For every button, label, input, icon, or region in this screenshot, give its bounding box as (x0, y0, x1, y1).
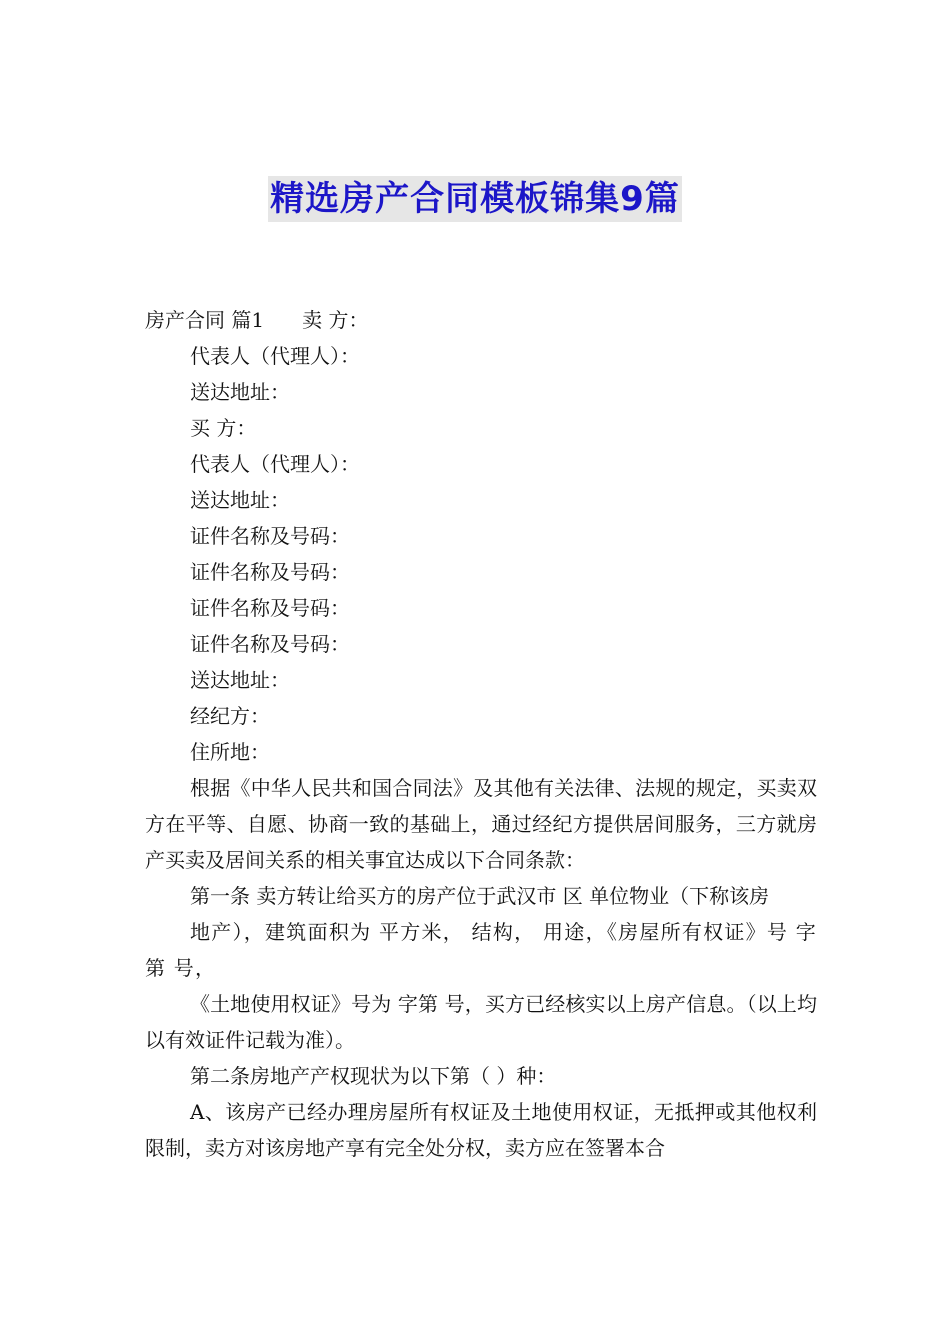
document-title: 精选房产合同模板锦集9篇 (268, 176, 682, 222)
field-representative: 代表人（代理人）： (190, 344, 360, 368)
field-id-number: 证件名称及号码： (190, 596, 350, 620)
field-service-address: 送达地址： (190, 380, 290, 404)
paragraph-article-1-cont: 地产），建筑面积为 平方米， 结构， 用途，《房屋所有权证》号 字第 号， (145, 920, 817, 980)
field-service-address: 送达地址： (190, 668, 290, 692)
paragraph-preamble: 根据《中华人民共和国合同法》及其他有关法律、法规的规定，买卖双方在平等、自愿、协商一致的基础上，通过经纪方提供居间服务，三方就房产买卖及居间关系的相关事宜达成以下合同条款： (145, 776, 817, 872)
field-service-address: 送达地址： (190, 488, 290, 512)
field-buyer: 买 方： (190, 416, 257, 440)
paragraph-land-cert: 《土地使用权证》号为 字第 号，买方已经核实以上房产信息。（以上均以有效证件记载为准）。 (145, 992, 817, 1052)
field-id-number: 证件名称及号码： (190, 632, 350, 656)
field-representative: 代表人（代理人）： (190, 452, 360, 476)
paragraph-article-2: 第二条房地产产权现状为以下第（ ）种： (190, 1064, 557, 1088)
title-container (0, 176, 950, 222)
field-residence: 住所地： (190, 740, 270, 764)
paragraph-option-a: A、该房产已经办理房屋所有权证及土地使用权证，无抵押或其他权利限制，卖方对该房地产享有完全处分权，卖方应在签署本合 (145, 1100, 817, 1160)
field-broker: 经纪方： (190, 704, 270, 728)
paragraph-article-1: 第一条 卖方转让给买方的房产位于武汉市 区 单位物业（下称该房 (190, 884, 770, 908)
field-id-number: 证件名称及号码： (190, 524, 350, 548)
seller-label: 卖 方： (302, 308, 369, 332)
first-line (145, 302, 817, 338)
document-body (145, 302, 817, 1166)
section-heading: 房产合同 篇1 (145, 308, 265, 332)
field-id-number: 证件名称及号码： (190, 560, 350, 584)
